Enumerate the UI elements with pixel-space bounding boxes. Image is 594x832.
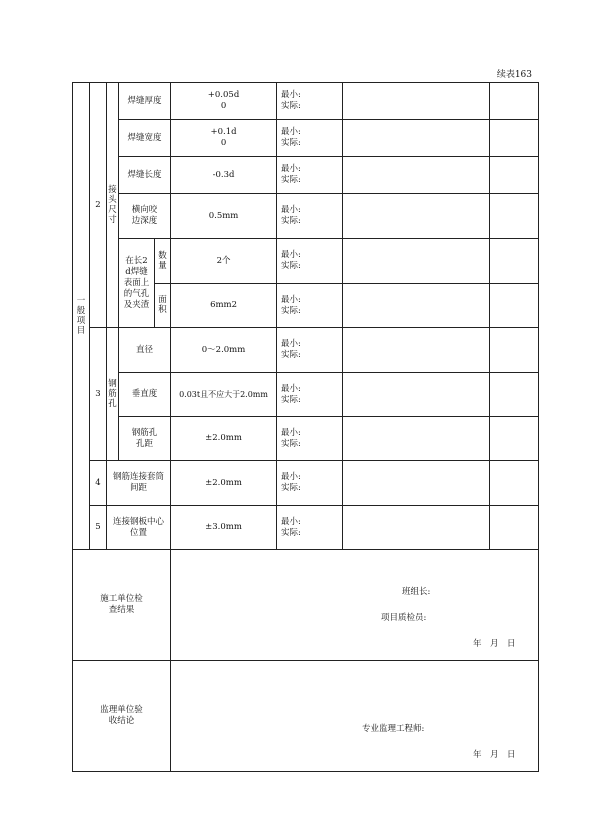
item-name: 钢筋孔孔距 bbox=[119, 417, 171, 461]
item-name: 直径 bbox=[119, 328, 171, 373]
supervision-label: 监理单位验收结论 bbox=[73, 661, 171, 772]
supervision-date: 年 月 日 bbox=[473, 750, 516, 760]
item-name: 焊缝长度 bbox=[119, 157, 171, 194]
group3-category: 钢筋孔 bbox=[107, 328, 119, 461]
result-cell[interactable] bbox=[490, 373, 539, 417]
measure-cell: 最小: 实际: bbox=[277, 239, 343, 284]
table-row bbox=[73, 194, 539, 239]
table-row bbox=[73, 506, 539, 550]
tolerance: 0.5mm bbox=[171, 194, 277, 239]
record-cell[interactable] bbox=[343, 157, 490, 194]
item-name: 焊缝宽度 bbox=[119, 120, 171, 157]
measure-cell: 最小: 实际: bbox=[277, 373, 343, 417]
record-cell[interactable] bbox=[343, 461, 490, 506]
item-name: 横向咬边深度 bbox=[119, 194, 171, 239]
tolerance: +0.05d 0 bbox=[171, 83, 277, 120]
inspector-label: 项目质检员: bbox=[381, 613, 427, 623]
item-name: 钢筋连接套筒间距 bbox=[107, 461, 171, 506]
table-row bbox=[73, 120, 539, 157]
page-label: 续表163 bbox=[496, 70, 532, 80]
team-leader-label: 班组长: bbox=[402, 587, 431, 597]
supervision-sign-area[interactable] bbox=[171, 661, 539, 772]
record-cell[interactable] bbox=[343, 239, 490, 284]
result-cell[interactable] bbox=[490, 239, 539, 284]
record-cell[interactable] bbox=[343, 506, 490, 550]
item-name: 垂直度 bbox=[119, 373, 171, 417]
table-row bbox=[73, 461, 539, 506]
result-cell[interactable] bbox=[490, 328, 539, 373]
tolerance: 0.03t且不应大于2.0mm bbox=[171, 373, 277, 417]
item-name: 焊缝厚度 bbox=[119, 83, 171, 120]
construction-date: 年 月 日 bbox=[473, 639, 516, 649]
measure-cell: 最小: 实际: bbox=[277, 120, 343, 157]
general-items-cell: 一般项目 bbox=[73, 83, 90, 550]
row5-no: 5 bbox=[90, 506, 107, 550]
item-name: 连接钢板中心位置 bbox=[107, 506, 171, 550]
pore-sub-count: 数量 bbox=[155, 239, 171, 284]
result-cell[interactable] bbox=[490, 506, 539, 550]
measure-cell: 最小: 实际: bbox=[277, 284, 343, 328]
measure-cell: 最小: 实际: bbox=[277, 328, 343, 373]
pore-sub-area: 面积 bbox=[155, 284, 171, 328]
measure-cell: 最小: 实际: bbox=[277, 461, 343, 506]
result-cell[interactable] bbox=[490, 120, 539, 157]
record-cell[interactable] bbox=[343, 120, 490, 157]
record-cell[interactable] bbox=[343, 417, 490, 461]
group3-no: 3 bbox=[90, 328, 107, 461]
tolerance: +0.1d 0 bbox=[171, 120, 277, 157]
construction-sign-area[interactable] bbox=[171, 550, 539, 661]
group2-category: 接头尺寸 bbox=[107, 83, 119, 328]
inspection-table bbox=[72, 82, 539, 772]
record-cell[interactable] bbox=[343, 328, 490, 373]
table-row bbox=[73, 83, 539, 120]
tolerance: -0.3d bbox=[171, 157, 277, 194]
table-row bbox=[73, 373, 539, 417]
result-cell[interactable] bbox=[490, 461, 539, 506]
tolerance: 6mm2 bbox=[171, 284, 277, 328]
result-cell[interactable] bbox=[490, 417, 539, 461]
tolerance: ±2.0mm bbox=[171, 417, 277, 461]
record-cell[interactable] bbox=[343, 83, 490, 120]
tolerance: ±2.0mm bbox=[171, 461, 277, 506]
table-row bbox=[73, 328, 539, 373]
group2-no: 2 bbox=[90, 83, 107, 328]
tolerance: ±3.0mm bbox=[171, 506, 277, 550]
pore-label: 在长2d焊缝表面上的气孔及夹渣 bbox=[119, 239, 155, 328]
supervision-row bbox=[73, 661, 539, 772]
record-cell[interactable] bbox=[343, 284, 490, 328]
construction-row bbox=[73, 550, 539, 661]
record-cell[interactable] bbox=[343, 194, 490, 239]
tolerance: 2个 bbox=[171, 239, 277, 284]
result-cell[interactable] bbox=[490, 284, 539, 328]
record-cell[interactable] bbox=[343, 373, 490, 417]
table-row bbox=[73, 239, 539, 284]
measure-cell: 最小: 实际: bbox=[277, 83, 343, 120]
engineer-label: 专业监理工程师: bbox=[362, 724, 425, 734]
measure-cell: 最小: 实际: bbox=[277, 506, 343, 550]
result-cell[interactable] bbox=[490, 194, 539, 239]
row4-no: 4 bbox=[90, 461, 107, 506]
result-cell[interactable] bbox=[490, 157, 539, 194]
construction-label: 施工单位检查结果 bbox=[73, 550, 171, 661]
table-row bbox=[73, 417, 539, 461]
measure-cell: 最小: 实际: bbox=[277, 194, 343, 239]
table-row bbox=[73, 157, 539, 194]
measure-cell: 最小: 实际: bbox=[277, 417, 343, 461]
tolerance: 0～2.0mm bbox=[171, 328, 277, 373]
measure-cell: 最小: 实际: bbox=[277, 157, 343, 194]
result-cell[interactable] bbox=[490, 83, 539, 120]
